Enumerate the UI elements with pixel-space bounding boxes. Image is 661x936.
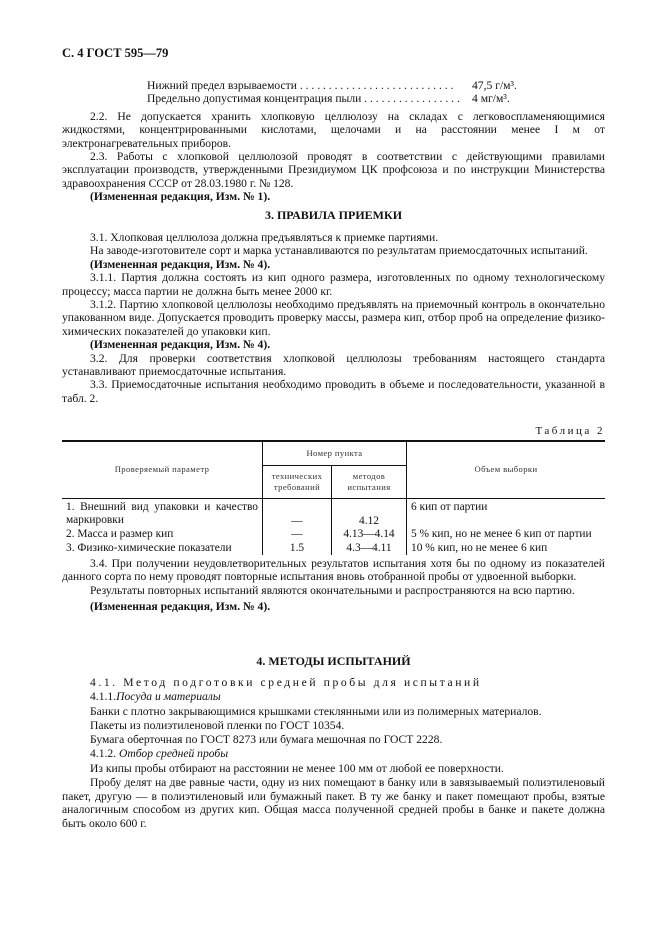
section-3-heading: 3. ПРАВИЛА ПРИЕМКИ bbox=[264, 208, 403, 222]
cell-param: 2. Масса и размер кип bbox=[66, 527, 174, 540]
sampling-1: Из кипы пробы отбирают на расстоянии не менее 100 мм от любой ее поверхности. bbox=[90, 761, 504, 775]
cell-tech: — bbox=[263, 527, 332, 541]
cell-param: 1. Внешний вид упаковки и качество маркировки bbox=[66, 500, 258, 526]
paragraph-4-1: 4.1. Метод подготовки средней пробы для испытаний bbox=[90, 676, 482, 689]
cell-method: 4.3—4.11 bbox=[332, 541, 407, 555]
section-3-4 bbox=[62, 557, 605, 614]
formula-line bbox=[62, 79, 605, 92]
table-row bbox=[62, 541, 605, 555]
sampling-2: Пробу делят на две равные части, одну из них помещают в банку или в завязываемый полиэтиленовый пакет, другую — в полиэтиленовый или бумажный пакет. В ту же банку и пакет помещают пробы, взятые аналогичным способом из других кип. Общая масса полученной средней пробы в банке и пакете должна быть около 600 г. bbox=[62, 776, 605, 830]
page-header: С. 4 ГОСТ 595—79 bbox=[62, 46, 169, 60]
clause-title: Отбор средней пробы bbox=[119, 747, 229, 761]
paragraph-3-1b: На заводе-изготовителе сорт и марка устанавливаются по результатам приемосдаточных испытаний. bbox=[90, 244, 588, 258]
amendment-note: (Измененная редакция, Изм. № 4). bbox=[90, 600, 271, 614]
cell-method: 4.12 bbox=[332, 498, 407, 527]
table-row bbox=[62, 527, 605, 541]
paragraph-2-2: 2.2. Не допускается хранить хлопковую целлюлозу на складах с легковоспламеняющимися жидкостями, концентрированными кислотами, щелочами и на расстоянии менее I м от электронагревательных приборов. bbox=[62, 109, 605, 150]
paragraph-2-3: 2.3. Работы с хлопковой целлюлозой проводят в соответствии с действующими правилами эксплуатации производств, утвержденными Президиумом ЦК профсоюза и по инструкции Министерства здравоохранения СССР от 28.03.1980 г. № 128. bbox=[62, 150, 605, 190]
paragraph-3-1-2: 3.1.2. Партию хлопковой целлюлозы необходимо предъявлять на приемочный контроль в окончательно упакованном виде. Допускается проводить проверку массы, размера кип, отбор проб на определение физико-химических показателей до упаковки кип. bbox=[62, 298, 605, 338]
formula-label: Нижний предел взрываемости . . . . . . . . . . . . . . . . . . . . . . . . . . . bbox=[147, 79, 454, 92]
paragraph-3-3: 3.3. Приемосдаточные испытания необходимо проводить в объеме и последовательности, указанной в табл. 2. bbox=[62, 378, 605, 405]
header-volume: Объем выборки bbox=[474, 464, 538, 475]
acceptance-table bbox=[62, 440, 605, 555]
cell-param: 3. Физико-химические показатели bbox=[66, 541, 232, 554]
paragraph-3-2: 3.2. Для проверки соответствия хлопковой целлюлозы требованиям настоящего стандарта устанавливают приемосдаточные испытания. bbox=[62, 351, 605, 379]
amendment-note: (Измененная редакция, Изм. № 1). bbox=[90, 190, 271, 204]
section-4-body bbox=[62, 676, 605, 830]
clause-number: 4.1.1. bbox=[90, 690, 117, 704]
formula-label: Предельно допустимая концентрация пыли . . . . . . . . . . . . . . . . . bbox=[147, 92, 460, 106]
paragraph-3-4: 3.4. При получении неудовлетворительных результатов испытания хотя бы по одному из показателей данного сорта по нему проводят повторные испытания вновь отобранной пробы от удвоенной выборки. bbox=[62, 557, 605, 584]
cell-volume: 10 % кип, но не менее 6 кип bbox=[411, 541, 548, 554]
table-caption: Таблица 2 bbox=[535, 425, 605, 437]
cell-volume: 5 % кип, но не менее 6 кип от партии bbox=[411, 527, 592, 540]
materials-3: Бумага оберточная по ГОСТ 8273 или бумага мешочная по ГОСТ 2228. bbox=[90, 733, 443, 747]
table-row bbox=[62, 498, 605, 527]
amendment-note: (Измененная редакция, Изм. № 4). bbox=[90, 338, 271, 352]
amendment-note: (Измененная редакция, Изм. № 4). bbox=[90, 257, 271, 271]
materials-2: Пакеты из полиэтиленовой пленки по ГОСТ 10354. bbox=[90, 718, 345, 732]
section-2-continued bbox=[62, 79, 605, 204]
section-4-heading: 4. МЕТОДЫ ИСПЫТАНИЙ bbox=[256, 654, 411, 668]
cell-volume: 6 кип от партии bbox=[411, 500, 488, 513]
formula-value: 4 мг/м³. bbox=[472, 92, 510, 106]
paragraph-3-4b: Результаты повторных испытаний являются окончательными и распространяются на всю партию. bbox=[90, 583, 575, 597]
formula-value: 47,5 г/м³. bbox=[472, 79, 517, 92]
cell-tech: — bbox=[263, 498, 332, 527]
header-param: Проверяемый параметр bbox=[114, 464, 210, 475]
materials-1: Банки с плотно закрывающимися крышками стеклянными или из полимерных материалов. bbox=[90, 704, 542, 718]
section-3-body bbox=[62, 231, 605, 405]
header-tech: технических требований bbox=[263, 465, 332, 498]
cell-tech: 1.5 bbox=[263, 541, 332, 555]
paragraph-4-1-1 bbox=[62, 690, 605, 704]
formula-line bbox=[62, 92, 605, 105]
header-number: Номер пункта bbox=[263, 441, 407, 465]
clause-number: 4.1.2. bbox=[90, 747, 117, 761]
clause-title: Посуда и материалы bbox=[116, 690, 221, 704]
paragraph-3-1: 3.1. Хлопковая целлюлоза должна предъявляться к приемке партиями. bbox=[90, 231, 439, 244]
header-methods: методов испытания bbox=[332, 465, 407, 498]
paragraph-3-1-1: 3.1.1. Партия должна состоять из кип одного размера, изготовленных по одному технологическому процессу; масса партии не должна быть менее 2000 кг. bbox=[62, 271, 605, 298]
paragraph-4-1-2 bbox=[62, 747, 605, 761]
cell-method: 4.13—4.14 bbox=[332, 527, 407, 541]
